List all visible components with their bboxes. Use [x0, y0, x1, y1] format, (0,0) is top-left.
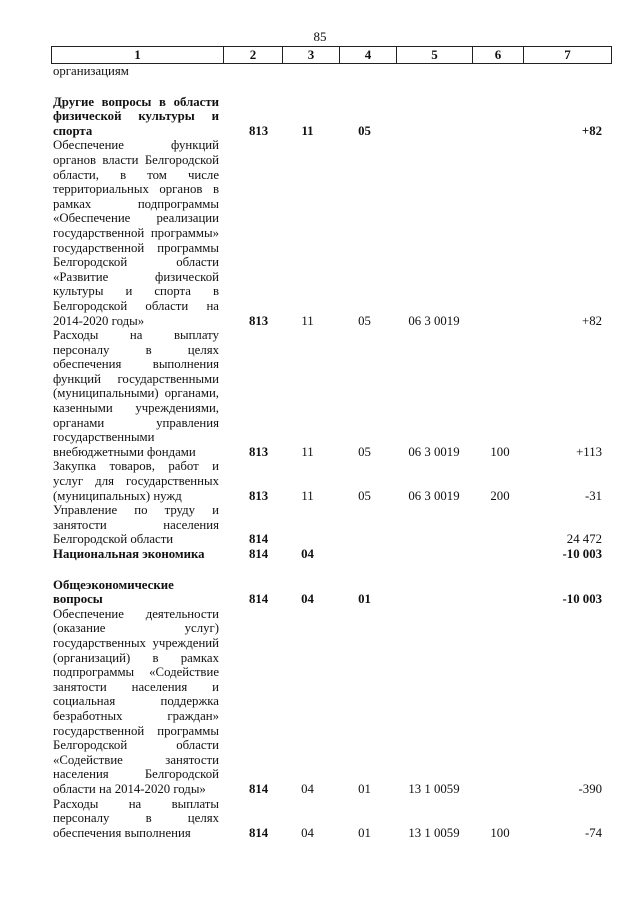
description-line: физической культуры и — [53, 109, 219, 124]
subsection-code: 05 — [358, 123, 371, 138]
description-line: услуг для государственных — [53, 474, 219, 489]
section-code: 11 — [301, 444, 314, 459]
ministry-code: 813 — [249, 313, 269, 328]
section-code: 04 — [301, 825, 314, 840]
row-description — [53, 547, 219, 562]
table-header — [51, 46, 612, 64]
row-description — [53, 797, 219, 841]
ministry-code: 813 — [249, 123, 269, 138]
description-line: органами управления — [53, 415, 219, 430]
amount: -390 — [578, 781, 602, 796]
header-col-1: 1 — [52, 47, 224, 63]
description-line: Обеспечение функций — [53, 138, 219, 153]
description-line: «Развитие физической — [53, 269, 219, 284]
header-col-2: 2 — [224, 47, 283, 63]
table-row — [53, 64, 610, 79]
expense-type: 100 — [490, 444, 510, 459]
description-line: занятости населения — [53, 517, 219, 532]
description-line: казенными учреждениями, — [53, 401, 219, 416]
subsection-code: 05 — [358, 313, 371, 328]
description-line: социальная поддержка — [53, 694, 219, 709]
description-line: Белгородской области — [53, 255, 219, 270]
description-line: (муниципальными) органами, — [53, 386, 219, 401]
description-line: государственными — [53, 430, 155, 445]
section-code: 04 — [301, 781, 314, 796]
description-line: организациям — [53, 64, 129, 78]
ministry-code: 814 — [249, 592, 269, 607]
description-line: персоналу в целях — [53, 811, 219, 826]
description-line: рамках подпрограммы — [53, 196, 219, 211]
ministry-code: 814 — [249, 532, 269, 547]
target-article: 06 3 0019 — [408, 488, 460, 503]
header-col-5: 5 — [397, 47, 473, 63]
ministry-code: 813 — [249, 444, 269, 459]
table-row — [53, 328, 610, 459]
description-line: Расходы на выплаты — [53, 796, 219, 811]
table-row — [53, 95, 610, 139]
amount: -31 — [584, 488, 602, 503]
description-line: подпрограммы «Содействие — [53, 665, 219, 680]
amount: -74 — [584, 825, 602, 840]
target-article: 06 3 0019 — [408, 313, 460, 328]
description-line: обеспечения выполнения — [53, 825, 191, 840]
description-line: государственной программы — [53, 723, 219, 738]
description-line: (муниципальных) нужд — [53, 488, 182, 503]
row-description — [53, 328, 219, 459]
description-line: (оказание услуг) — [53, 621, 219, 636]
header-col-6: 6 — [473, 47, 524, 63]
row-description — [53, 503, 219, 547]
description-line: занятости населения и — [53, 679, 219, 694]
description-line: государственной программы — [53, 240, 219, 255]
description-line: (организаций) в рамках — [53, 650, 219, 665]
row-description — [53, 459, 219, 503]
subsection-code: 01 — [358, 825, 371, 840]
description-line: Закупка товаров, работ и — [53, 459, 219, 474]
description-line: государственной программы» — [53, 225, 219, 240]
section-code: 11 — [301, 123, 314, 138]
description-line: Другие вопросы в области — [53, 94, 219, 109]
row-description — [53, 578, 219, 607]
target-article: 13 1 0059 — [408, 781, 460, 796]
table-row — [53, 503, 610, 547]
ministry-code: 814 — [249, 825, 269, 840]
description-line: внебюджетными фондами — [53, 444, 196, 459]
section-code: 04 — [301, 547, 314, 561]
description-line: Расходы на выплату — [53, 328, 219, 343]
header-col-3: 3 — [283, 47, 340, 63]
description-line: Национальная экономика — [53, 547, 205, 561]
description-line: Обеспечение деятельности — [53, 606, 219, 621]
page-number: 85 — [313, 29, 327, 44]
amount: +82 — [581, 313, 602, 328]
header-col-4: 4 — [340, 47, 397, 63]
expense-type: 100 — [490, 825, 510, 840]
description-line: культуры и спорта в — [53, 284, 219, 299]
description-line: безработных граждан» — [53, 708, 219, 723]
description-line: обеспечения выполнения — [53, 357, 219, 372]
description-line: государственных учреждений — [53, 635, 219, 650]
expense-type: 200 — [490, 488, 510, 503]
subsection-code: 05 — [358, 444, 371, 459]
amount: +113 — [576, 444, 602, 459]
description-line: Белгородской области на — [53, 298, 219, 313]
table-row — [53, 578, 610, 607]
ministry-code: 813 — [249, 488, 269, 503]
row-description — [53, 64, 219, 79]
table-row — [53, 459, 610, 503]
target-article: 13 1 0059 — [408, 825, 460, 840]
description-line: 2014-2020 годы» — [53, 313, 145, 328]
section-code: 11 — [301, 313, 314, 328]
row-description — [53, 138, 219, 328]
subsection-code: 05 — [358, 488, 371, 503]
description-line: Управление по труду и — [53, 503, 219, 518]
row-description — [53, 95, 219, 139]
amount: -10 003 — [562, 547, 602, 561]
section-code: 11 — [301, 488, 314, 503]
description-line: населения Белгородской — [53, 767, 219, 782]
ministry-code: 814 — [249, 547, 269, 561]
description-line: спорта — [53, 123, 93, 138]
budget-table-body — [53, 64, 610, 840]
table-row — [53, 607, 610, 797]
description-line: области, в том числе — [53, 167, 219, 182]
table-row — [53, 138, 610, 328]
amount: -10 003 — [562, 592, 602, 607]
description-line: Белгородской области — [53, 532, 174, 547]
description-line: территориальных органов в — [53, 182, 219, 197]
description-line: персоналу в целях — [53, 342, 219, 357]
subsection-code: 01 — [358, 592, 371, 607]
description-line: Белгородской области — [53, 738, 219, 753]
description-line: функций государственными — [53, 371, 219, 386]
description-line: области на 2014-2020 годы» — [53, 781, 206, 796]
header-col-7: 7 — [564, 47, 571, 62]
table-row — [53, 797, 610, 841]
description-line: «Содействие занятости — [53, 752, 219, 767]
ministry-code: 814 — [249, 781, 269, 796]
subsection-code: 01 — [358, 781, 371, 796]
section-code: 04 — [301, 592, 314, 607]
amount: +82 — [581, 123, 602, 138]
row-description — [53, 607, 219, 797]
description-line: вопросы — [53, 592, 103, 607]
description-line: органов власти Белгородской — [53, 152, 219, 167]
description-line: Общеэкономические — [53, 577, 174, 592]
target-article: 06 3 0019 — [408, 444, 460, 459]
table-row — [53, 547, 610, 562]
amount: 24 472 — [566, 532, 602, 547]
description-line: «Обеспечение реализации — [53, 211, 219, 226]
